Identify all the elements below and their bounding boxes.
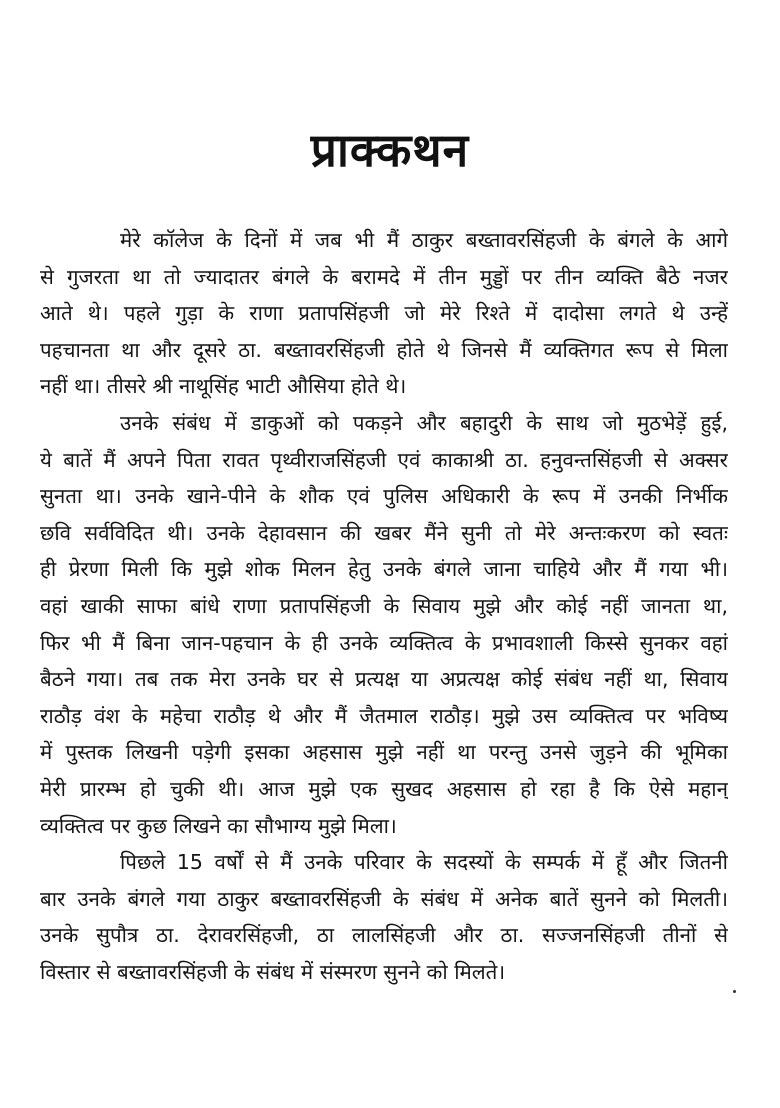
body-text: [40, 222, 728, 990]
text-line: छवि सर्वविदित थी। उनके देहावसान की खबर मैंने सुनी तो मेरे अन्तःकरण को स्वतः: [40, 520, 728, 545]
paragraph-2: [40, 405, 728, 844]
text-line: ये बातें मैं अपने पिता रावत पृथ्वीराजसिंहजी एवं काकाश्री ठा. हनुवन्तसिंहजी से अक्सर: [40, 447, 728, 472]
text-line: मेरे कॉलेज के दिनों में जब भी मैं ठाकुर बख्तावरसिंहजी के बंगले के आगे: [120, 228, 728, 252]
text-line: फिर भी मैं बिना जान-पहचान के ही उनके व्यक्तित्व के प्रभावशाली किस्से सुनकर वहां: [40, 630, 728, 655]
text-line: में पुस्तक लिखनी पड़ेगी इसका अहसास मुझे नहीं था परन्तु उनसे जुड़ने की भूमिका: [40, 740, 728, 765]
page-title: प्राक्कथन: [310, 123, 470, 177]
text-line: सुनता था। उनके खाने-पीने के शौक एवं पुलिस अधिकारी के रूप में उनकी निर्भीक: [40, 484, 728, 509]
text-line: उनके संबंध में डाकुओं को पकड़ने और बहादुरी के साथ जो मुठभेड़ें हुई,: [120, 410, 728, 435]
text-line: विस्तार से बख्तावरसिंहजी के संबंध में संस्मरण सुनने को मिलते।: [40, 959, 506, 984]
text-line: व्यक्तित्व पर कुछ लिखने का सौभाग्य मुझे मिला।: [40, 813, 397, 838]
text-line: आते थे। पहले गुड़ा के राणा प्रतापसिंहजी जो मेरे रिश्ते में दादोसा लगते थे उन्हें: [40, 301, 728, 326]
scan-speck: [733, 990, 736, 993]
text-line: से गुजरता था तो ज्यादातर बंगले के बरामदे में तीन मुड्डों पर तीन व्यक्ति बैठे नजर: [40, 264, 728, 289]
text-line: बार उनके बंगले गया ठाकुर बख्तावरसिंहजी के संबंध में अनेक बातें सुनने को मिलती।: [40, 886, 728, 911]
text-line: मेरी प्रारम्भ हो चुकी थी। आज मुझे एक सुखद अहसास हो रहा है कि ऐसे महान्: [40, 776, 728, 801]
text-line: उनके सुपौत्र ठा. देरावरसिंहजी, ठा लालसिंहजी और ठा. सज्जनसिंहजी तीनों से: [40, 923, 728, 948]
text-line: राठौड़ वंश के महेचा राठौड़ थे और मैं जैतमाल राठौड़। मुझे उस व्यक्तित्व पर भविष्य: [40, 703, 728, 728]
text-line: पिछले 15 वर्षों से मैं उनके परिवार के सदस्यों के सम्पर्क में हूँ और जितनी: [120, 850, 728, 875]
text-line: वहां खाकी साफा बांधे राणा प्रतापसिंहजी के सिवाय मुझे और कोई नहीं जानता था,: [40, 593, 728, 618]
paragraph-1: [40, 222, 728, 405]
text-line: बैठने गया। तब तक मेरा उनके घर से प्रत्यक्ष या अप्रत्यक्ष कोई संबंध नहीं था, सिवाय: [40, 667, 728, 692]
paragraph-3: [40, 844, 728, 990]
text-line: नहीं था। तीसरे श्री नाथूसिंह भाटी औसिया होते थे।: [40, 374, 407, 399]
text-line: पहचानता था और दूसरे ठा. बख्तावरसिंहजी होते थे जिनसे मैं व्यक्तिगत रूप से मिला: [40, 337, 728, 362]
text-line: ही प्रेरणा मिली कि मुझे शोक मिलन हेतु उनके बंगले जाना चाहिये और मैं गया भी।: [40, 557, 728, 582]
